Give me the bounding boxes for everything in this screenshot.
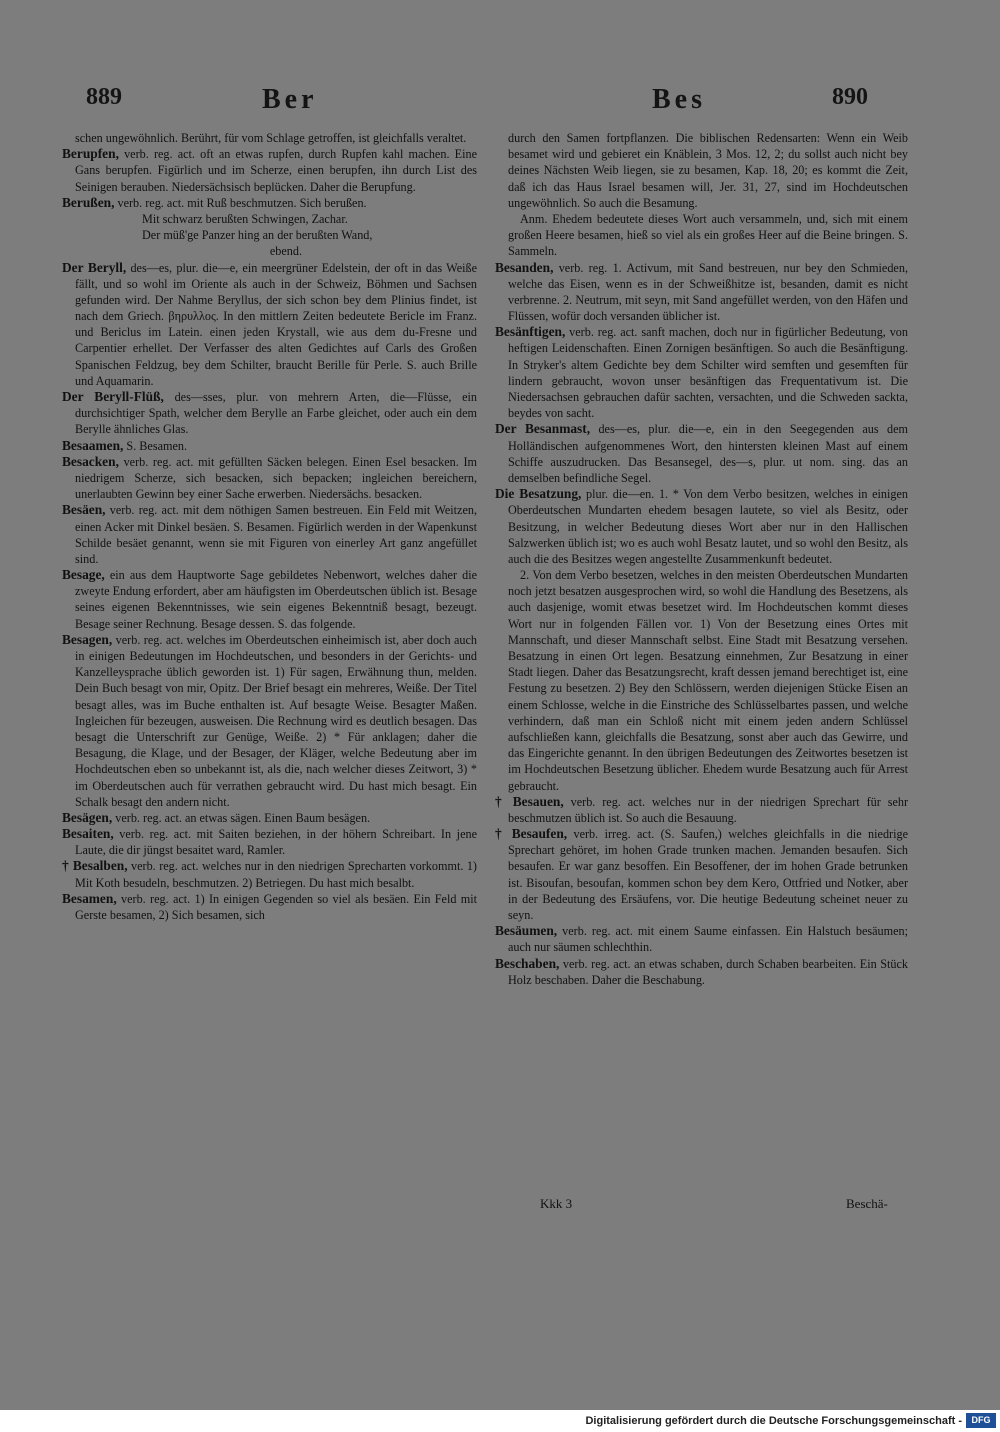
right-column	[495, 130, 908, 988]
dictionary-entry	[495, 923, 908, 955]
entry-headword: † Besaufen,	[495, 826, 568, 842]
entry-text: des—es, plur. die—e, ein meergrüner Edelstein, der oft in das Weiße fällt, und so wohl im Oriente als auch in der Schweiz, Böhmen und Sachsen gefunden wird. Der Nahme Beryllus, der sich schon bey dem Plinius findet, ist nach dem Griech. βηρυλλος. In den mittlern Zeiten bedeutete Bericle im Franz. und Bericlus im Latein. einen jeden Krystall, wie aus dem du-Fresne und Carpentier erhellet. Der Verfasser des alten Gedichtes auf Carls des Großen Spanischen Feldzug, bey dem Schilter, braucht Berille für Perle. S. auch Brille und Aquamarin.	[75, 260, 477, 388]
entry-text: Anm. Ehedem bedeutete dieses Wort auch versammeln, und, sich mit einem großen Heere besamen, hieß so viel als ein großes Heer auf die Beine bringen. S. Sammeln.	[508, 211, 908, 259]
dictionary-entry	[62, 130, 477, 146]
dictionary-entry	[495, 260, 908, 325]
entry-text: Mit schwarz berußten Schwingen, Zachar.	[142, 211, 348, 226]
entry-text: verb. reg. act. mit Saiten beziehen, in der höhern Schreibart. In jene Laute, die dir jüngst besaitet ward, Ramler.	[75, 827, 477, 858]
entry-text: ebend.	[269, 244, 302, 259]
dictionary-entry	[62, 891, 477, 923]
entry-headword: Besänftigen,	[495, 324, 566, 340]
entry-headword: Besaamen,	[62, 437, 124, 453]
entry-text: verb. reg. act. oft an etwas rupfen, durch Rupfen kahl machen. Eine Gans berupfen. Figürlich und im Scherze, einen berupfen, ihn durch List des Seinigen berauben. Niedersächsisch beplücken. Daher die Berupfung.	[75, 147, 477, 194]
entry-text: verb. irreg. act. (S. Saufen,) welches gleichfalls in die niedrige Sprechart gehöret, im hohen Grade trunken machen. Jemanden besaufen. Sich besaufen. Er war ganz besoffen. Ein Besoffener, der im hohen Grade betrunken ist. Bisoufan, besoufan, kommen schon bey dem Kero, Ottfried und Notker, aber in der Bedeutung des Ersäufens, vor. Die heutige Bedeutung scheinet neuer zu seyn.	[508, 827, 908, 922]
dictionary-entry	[62, 567, 477, 632]
entry-headword: † Besauen,	[495, 793, 564, 809]
entry-text: des—sses, plur. von mehrern Arten, die—Flüsse, ein durchsichtiger Spath, welcher dem Berylle an Farbe gleichet, oder auch ein dem Berylle ähnliches Glas.	[75, 390, 477, 437]
dictionary-entry	[495, 130, 908, 211]
entry-headword: † Besalben,	[62, 858, 128, 874]
entry-text: Der müß'ge Panzer hing an der berußten Wand,	[142, 228, 373, 243]
dictionary-entry	[62, 454, 477, 503]
dictionary-entry	[62, 502, 477, 567]
entry-headword: Berußen,	[62, 194, 115, 210]
entry-headword: Der Beryll-Flüß,	[62, 389, 164, 404]
entry-headword: Besäen,	[62, 502, 106, 518]
dictionary-entry	[495, 567, 908, 794]
dictionary-entry	[62, 389, 477, 438]
entry-text: 2. Von dem Verbo besetzen, welches in den meisten Oberdeutschen Mundarten noch jetzt besatzen ausgesprochen wird, so wohl die Handlung des Besetzens, als auch dasjenige, womit etwas besetzet wird. Im Hochdeutschen kommt dieses Wort nur in folgenden Fällen vor. 1) Von der Besetzung eines Ortes mit Mannschaft, und dieser Mannschaft selbst. Eine Stadt mit Besatzung versehen. Besatzung in einen Ort legen. Besatzung einnehmen, Zur Besatzung in einer Stadt liegen. Daher das Besatzungsrecht, kraft dessen jemand berechtiget ist, eine Festung zu besetzen. 2) Bey den Schlössern, werden diejenigen Stücke Eisen an einem Schlosse, welche in die Einstriche des Schlüsselbartes passen, und welche verhindern, daß man ein Schloß nicht mit einem jeden andern Schlüssel aufschließen kann, gleichfalls die Besatzung, sonst aber auch das Gewirre, und das Eingerichte genannt. In den übrigen Bedeutungen des Zeitwortes besetzen ist im Hochdeutschen Besetzung üblicher. Ehedem wurde Besatzung auch für Arrest gebraucht.	[508, 568, 908, 793]
entry-text: verb. reg. act. mit dem nöthigen Samen bestreuen. Ein Feld mit Weitzen, einen Acker mit Dinkel besäen. S. Besamen. Figürlich werden in der Wapenkunst Schilde besäet genannt, wenn sie mit Figuren von einerley Art ganz angefüllet sind.	[75, 503, 477, 566]
footer-bar	[0, 1410, 1000, 1432]
dictionary-entry	[495, 211, 908, 260]
dictionary-entry	[495, 956, 908, 988]
entry-text: verb. reg. act. mit gefüllten Säcken belegen. Einen Esel besacken. Im niedrigem Scherze, sich besacken, sich bepacken; ingleichen bereichern, unerlaubten Gewinn bey einer Sache erwerben. Niedersächs. besacken.	[75, 454, 477, 502]
funding-notice: Digitalisierung gefördert durch die Deutsche Forschungsgemeinschaft -	[585, 1415, 962, 1427]
page-number-left: 889	[86, 84, 122, 110]
entry-text: verb. reg. act. an etwas sägen. Einen Baum besägen.	[112, 810, 371, 825]
entry-text: verb. reg. act. welches im Oberdeutschen einheimisch ist, aber doch auch in einigen Bedeutungen im Hochdeutschen, und besonders in der Gerichts- und Kanzelleysprache üblich geworden ist. 1) Für sagen, Erwähnung thun, melden. Dein Buch besagt von mir, Opitz. Der Brief besagt ein mehreres, Weiße. Der Titel besagt alles, was im Buche enthalten ist. Auf besagte Weise. Besagter Maßen. Ingleichen für bezeugen, ausweisen. Die Rechnung wird es deutlich besagen. Das besagt die Unterschrift zur Genüge, Weiße. 2) * Für anklagen; daher die Besagung, die Klage, und der Besager, der Kläger, welche Bedeutung aber im Hochdeutschen eben so unbekannt ist, als die, nach welcher dieses Zeitwort, 3) * im Oberdeutschen auch für verrathen gebraucht wird. Du hast mich besagt. Ein Schalk besagt den andern nicht.	[75, 632, 477, 809]
entry-headword: Beschaben,	[495, 955, 560, 971]
entry-text: verb. reg. act. welches nur in der niedrigen Sprechart für sehr beschmutzen üblich ist. So auch die Besauung.	[508, 794, 909, 825]
entry-headword: Besanden,	[495, 259, 554, 275]
entry-headword: Der Besanmast,	[495, 421, 591, 437]
dictionary-entry	[62, 146, 477, 195]
entry-text: verb. reg. act. mit Ruß beschmutzen. Sich berußen.	[114, 195, 367, 210]
dictionary-entry	[62, 858, 477, 890]
entry-headword: Berupfen,	[62, 146, 119, 162]
dictionary-entry	[62, 195, 477, 211]
entry-text: des—es, plur. die—e, ein in den Seegegenden aus dem Holländischen aufgenommenes Wort, den hintersten kleinen Mast auf einem Schiffe auszudrucken. Das Besansegel, des—s, plur. ut nom. sing. das an demselben befindliche Segel.	[508, 422, 908, 485]
entry-text: durch den Samen fortpflanzen. Die biblischen Redensarten: Wenn ein Weib besamet wird und gebieret ein Knäblein, 3 Mos. 12, 2; du sollst auch nicht bey deines Nächsten Weib liegen, sie zu besamen, Kap. 18, 20; es kommt die Zeit, daß ich das Haus Israel besamen will, Jer. 31, 27, sind im Hochdeutschen ungewöhnlich. So auch die Besamung.	[508, 131, 908, 210]
dictionary-entry	[495, 324, 908, 421]
entry-text: verb. reg. act. 1) In einigen Gegenden so viel als besäen. Ein Feld mit Gerste besamen, 2) Sich besamen, sich	[75, 891, 477, 922]
entry-text: schen ungewöhnlich. Berührt, für vom Schlage getroffen, ist gleichfalls veraltet.	[75, 131, 467, 145]
page-number-right: 890	[832, 84, 868, 110]
signature-mark: Kkk 3	[540, 1196, 573, 1211]
entry-text: verb. reg. 1. Activum, mit Sand bestreuen, nur bey den Schmieden, welche das Eisen, wenn es in der Schweißhitze ist, besanden, damit es nicht verbrenne. 2. Neutrum, mit seyn, mit Sand angefüllet werden, von den Häfen und Flüssen, wofür doch versanden üblicher ist.	[508, 260, 908, 324]
entry-headword: Der Beryll,	[62, 259, 127, 275]
dictionary-entry	[62, 260, 477, 390]
entry-text: S. Besamen.	[123, 438, 188, 453]
left-column	[62, 130, 477, 923]
running-head-left: Ber	[262, 84, 318, 115]
entry-headword: Die Besatzung,	[495, 486, 582, 502]
entry-text: verb. reg. act. sanft machen, doch nur in figürlicher Bedeutung, von heftigen Leidenschaften. Einen Zornigen besänftigen. So auch die Besänftigung. In Stryker's altem Gedichte bey dem Schilter wird semften und gesemften für lindern gebraucht, wovon unser besänftigen das Frequentativum ist. Die Niedersachsen gebrauchen dafür sachten, versachten, und die Schweden sackta, beydes von sacht.	[508, 325, 908, 421]
entry-text: verb. reg. act. mit einem Saume einfassen. Ein Halstuch besäumen; auch nur säumen schlechthin.	[508, 924, 908, 955]
dictionary-entry	[62, 211, 477, 227]
running-head-right: Bes	[652, 84, 706, 115]
dictionary-entry	[62, 438, 477, 454]
dictionary-entry	[62, 243, 477, 259]
entry-headword: Besamen,	[62, 890, 117, 906]
dictionary-entry	[495, 794, 908, 826]
entry-headword: Besaiten,	[62, 826, 114, 842]
dfg-logo-icon[interactable]: DFG	[966, 1413, 996, 1428]
entry-headword: Besagen,	[62, 631, 113, 647]
entry-text: verb. reg. act. an etwas schaben, durch Schaben bearbeiten. Ein Stück Holz beschaben. Daher die Beschabung.	[508, 956, 908, 987]
entry-headword: Besage,	[62, 567, 105, 583]
dictionary-entry	[62, 810, 477, 826]
catchword: Beschä-	[846, 1196, 888, 1211]
dictionary-entry	[495, 421, 908, 486]
dictionary-entry	[62, 227, 477, 243]
entry-headword: Besägen,	[62, 809, 113, 825]
dictionary-entry	[62, 632, 477, 810]
entry-text: ein aus dem Hauptworte Sage gebildetes Nebenwort, welches daher die zweyte Endung erfordert, aber am häufigsten im Oberdeutschen üblich ist. Besage seines eigenen Bekenntnisses, wie sein eigenes Bekenntniß besagt, bezeugt. Besage seiner Rechnung. Besage dessen. S. das folgende.	[75, 568, 477, 631]
entry-headword: Besacken,	[62, 453, 119, 469]
entry-headword: Besäumen,	[495, 923, 558, 939]
dictionary-entry	[62, 826, 477, 858]
entry-text: verb. reg. act. welches nur in den niedrigen Sprecharten vorkommt. 1) Mit Koth besudeln, beschmutzen. 2) Betriegen. Du hast mich besalbt.	[75, 859, 477, 890]
dictionary-entry	[495, 826, 908, 923]
entry-text: plur. die—en. 1. * Von dem Verbo besitzen, welches in einigen Oberdeutschen Mundarten ehedem besagen lautete, so viel als Besitz, oder Besitzung, in welcher Bedeutung dieses Wort aber nur in den Hallischen Salzwerken üblich ist; wo es auch wohl Besatz lautet, und so wohl den Besitz, als auch die des Besitzes wegen angestellte Zusammenkunft bedeutet.	[508, 487, 908, 566]
dictionary-entry	[495, 486, 908, 567]
